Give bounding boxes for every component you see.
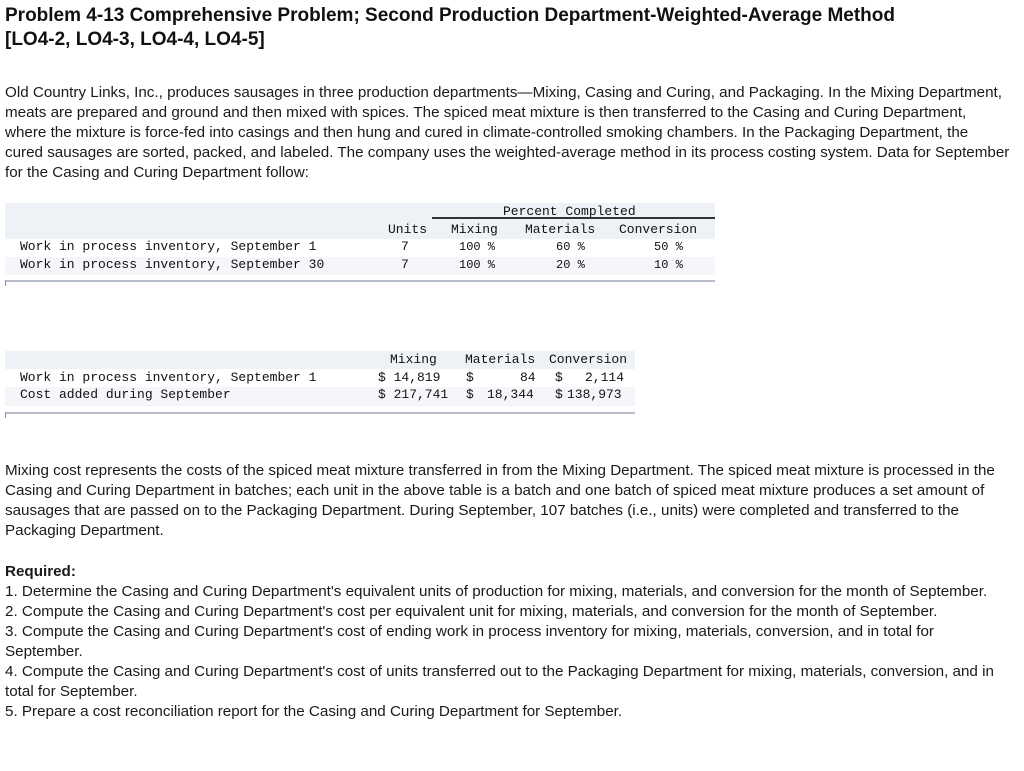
cost-row-materials-symbol: $	[466, 387, 474, 402]
table-resize-handle	[5, 280, 6, 286]
row-units: 7	[401, 239, 409, 254]
cost-row-materials-symbol: $	[466, 370, 474, 385]
row-units: 7	[401, 257, 409, 272]
row-materials-pct: 20 %	[556, 258, 585, 272]
mixing-note-paragraph: Mixing cost represents the costs of the spiced meat mixture transferred in from the Mixing Department. The spiced meat mixture is processed in the Casing and Curing Department in batches; each unit in the above table is a batch and one batch of spiced meat mixture produces a set amount of sausages that are passed on to the Packaging Department. During September, 107 batches (i.e., units) were completed and transferred to the Packaging Department.	[5, 462, 995, 539]
title-line-1: Problem 4-13 Comprehensive Problem; Second Production Department-Weighted-Average Method	[5, 5, 895, 26]
row-materials-pct: 60 %	[556, 240, 585, 254]
cost-row-mixing: $ 14,819	[378, 370, 441, 385]
row-mixing-pct: 100 %	[459, 258, 496, 272]
cost-header-materials: Materials	[465, 352, 536, 367]
required-item-3: 3. Compute the Casing and Curing Department's cost of ending work in process inventory for mixing, materials, conversion, and in total for September.	[5, 623, 934, 660]
intro-paragraph: Old Country Links, Inc., produces sausages in three production departments—Mixing, Casing and Curing, and Packaging. In the Mixing Department, meats are prepared and ground and then mixed with spices. The spiced meat mixture is then transferred to the Casing and Curing Department, where the mixture is force-fed into casings and then hung and cured in climate-controlled smoking chambers. In the Packaging Department, the cured sausages are sorted, packed, and labeled. The company uses the weighted-average method in its process costing system. Data for September for the Casing and Curing Department follow:	[5, 84, 1010, 181]
title-line-2: [LO4-2, LO4-3, LO4-4, LO4-5]	[5, 29, 265, 50]
row-label: Work in process inventory, September 1	[20, 239, 317, 254]
table-bottom-rule	[5, 412, 635, 414]
table-resize-handle	[5, 412, 6, 418]
required-item-1: 1. Determine the Casing and Curing Department's equivalent units of production for mixing, materials, and conversion for the month of September.	[5, 583, 988, 600]
row-mixing-pct: 100 %	[459, 240, 496, 254]
required-item-5: 5. Prepare a cost reconciliation report for the Casing and Curing Department for September.	[5, 703, 623, 720]
header-units: Units	[388, 222, 428, 237]
cost-row-materials-value: 84	[520, 370, 536, 385]
required-heading: Required:	[5, 563, 76, 580]
cost-row-label: Work in process inventory, September 1	[20, 370, 317, 385]
percent-completed-header: Percent Completed	[503, 204, 636, 219]
cost-row-conversion-value: 2,114	[585, 370, 625, 385]
cost-row-conversion-symbol: $	[555, 370, 563, 385]
required-section	[5, 562, 1010, 722]
problem-title	[5, 4, 1005, 52]
header-materials: Materials	[525, 222, 596, 237]
table-bottom-rule	[5, 280, 715, 282]
cost-row-materials-value: 18,344	[487, 387, 534, 402]
cost-row-conversion-value: 138,973	[567, 387, 622, 402]
header-conversion: Conversion	[619, 222, 698, 237]
required-item-2: 2. Compute the Casing and Curing Department's cost per equivalent unit for mixing, materials, and conversion for the month of September.	[5, 603, 938, 620]
row-label: Work in process inventory, September 30	[20, 257, 325, 272]
header-mixing: Mixing	[451, 222, 498, 237]
required-item-4: 4. Compute the Casing and Curing Department's cost of units transferred out to the Packaging Department for mixing, materials, conversion, and in total for September.	[5, 663, 994, 700]
cost-header-mixing: Mixing	[390, 352, 437, 367]
cost-header-conversion: Conversion	[549, 352, 628, 367]
cost-row-conversion-symbol: $	[555, 387, 563, 402]
row-conversion-pct: 10 %	[654, 258, 683, 272]
cost-row-mixing: $ 217,741	[378, 387, 449, 402]
row-conversion-pct: 50 %	[654, 240, 683, 254]
cost-row-label: Cost added during September	[20, 387, 231, 402]
